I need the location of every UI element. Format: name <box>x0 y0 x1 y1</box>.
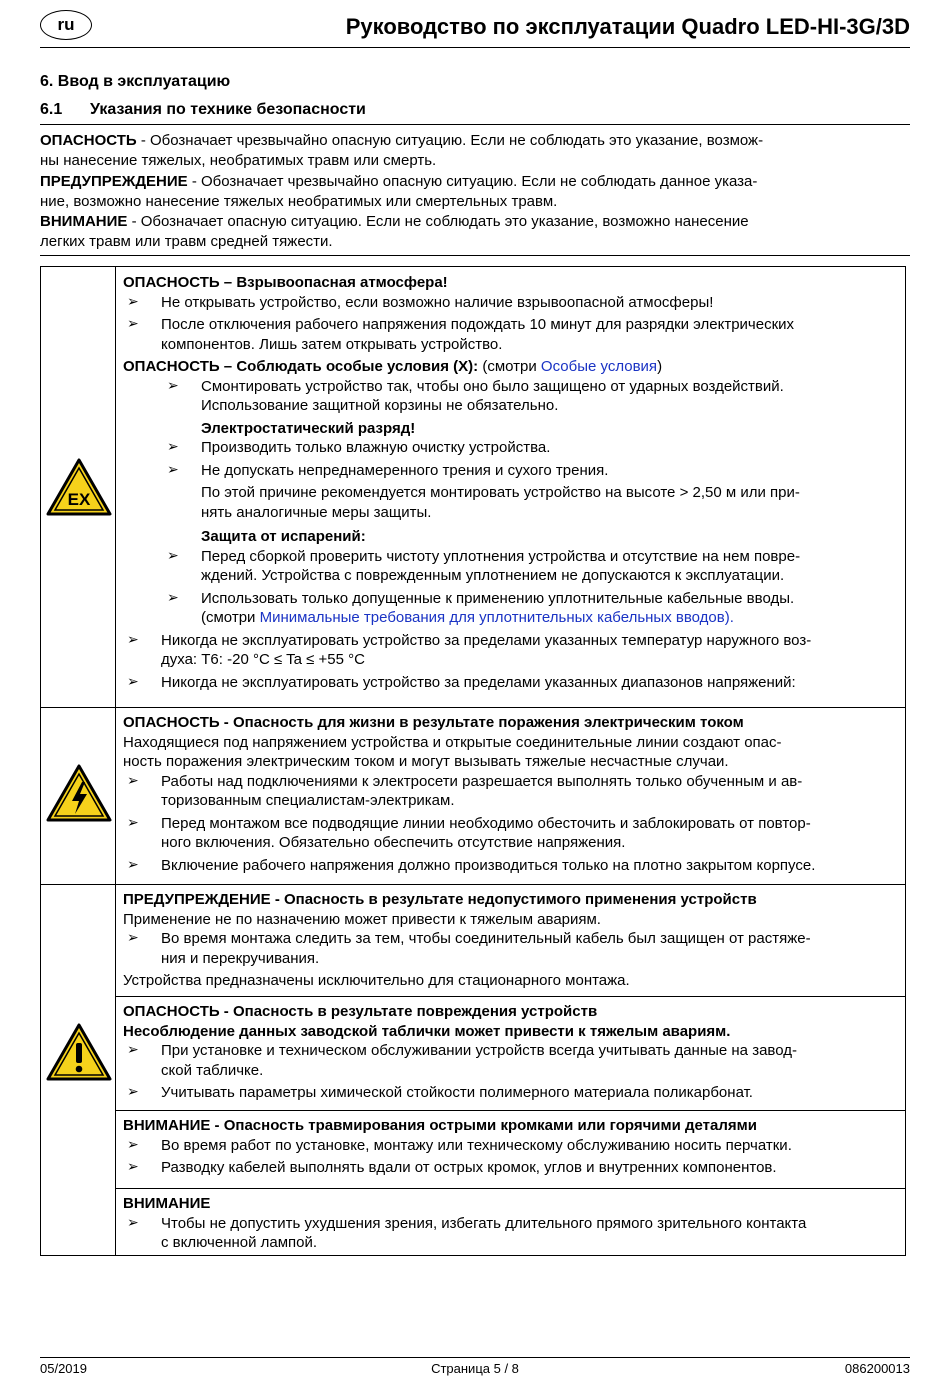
language-badge: ru <box>40 10 92 40</box>
list-item: ➢ Работы над подключениями к электросети разрешается выполнять только обученным и ав- торизованным специалистам-электрикам. <box>123 772 897 811</box>
hazard-heading: ОПАСНОСТЬ - Опасность для жизни в результате поражения электрическим током <box>123 714 744 731</box>
definition-keyword: ВНИМАНИЕ <box>40 213 128 231</box>
hazard-description: Применение не по назначению может привести к тяжелым авариям. <box>123 910 601 928</box>
list-item: ➢ Смонтировать устройство так, чтобы оно было защищено от ударных воздействий. Использование защитной корзины не обязательно. <box>123 377 897 416</box>
document-title: Руководство по эксплуатации Quadro LED-HI-3G/3D <box>345 14 910 39</box>
definitions-divider <box>40 255 910 256</box>
list-item: ➢ После отключения рабочего напряжения подождать 10 минут для разрядки электрических компонентов. Лишь затем открывать устройство. <box>123 315 897 354</box>
column-divider <box>115 267 116 707</box>
definition-text: ние, возможно нанесение тяжелых необратимых или смертельных травм. <box>40 192 558 210</box>
footer-date: 05/2019 <box>40 1361 87 1376</box>
hazard-subheading: Несоблюдение данных заводской таблички может привести к тяжелым авариям. <box>123 1022 731 1040</box>
hazard-heading: ОПАСНОСТЬ - Опасность в результате повреждения устройств <box>123 1003 598 1020</box>
footer-document-number: 086200013 <box>844 1361 910 1376</box>
list-item: ➢ Производить только влажную очистку устройства. <box>123 438 897 458</box>
hazard-row-explosion <box>41 267 905 708</box>
definition-keyword: ПРЕДУПРЕЖДЕНИЕ <box>40 172 188 190</box>
list-item: ➢ Во время работ по установке, монтажу или техническому обслуживанию носить перчатки. <box>123 1136 897 1156</box>
ex-warning-icon <box>45 457 113 517</box>
subsection-number: 6.1 <box>40 101 63 118</box>
definition-warning <box>40 172 910 192</box>
definition-danger <box>40 131 910 151</box>
list-item: ➢ Во время монтажа следить за тем, чтобы соединительный кабель был защищен от растяже- ния и перекручивания. <box>123 929 897 968</box>
hazard-text-sharp-edges <box>123 1116 897 1178</box>
footer-divider <box>40 1357 910 1358</box>
hazard-heading: ПРЕДУПРЕЖДЕНИЕ - Опасность в результате недопустимого применения устройств <box>123 891 757 908</box>
vapor-heading: Защита от испарений: <box>201 528 366 545</box>
hazard-row-electric <box>41 707 905 885</box>
list-item: ➢ Перед сборкой проверить чистоту уплотнения устройства и отсутствие на нем повре- ждений. Устройства с поврежденным уплотнением не допускаются к эксплуатации. <box>123 547 897 586</box>
hazard-heading: ВНИМАНИЕ - Опасность травмирования острыми кромками или горячими деталями <box>123 1117 757 1134</box>
signal-word-definitions <box>40 131 910 253</box>
high-voltage-icon <box>45 763 113 823</box>
hazard-text-electric <box>123 713 897 875</box>
list-note: По этой причине рекомендуется монтировать устройство на высоте > 2,50 м или при- нять аналогичные меры защиты. <box>201 484 800 521</box>
list-item: ➢ Чтобы не допустить ухудшения зрения, избегать длительного прямого зрительного контакта с включенной лампой. <box>123 1214 897 1253</box>
special-conditions-link[interactable]: Особые условия <box>540 358 658 375</box>
hazard-description: Находящиеся под напряжением устройства и открытые соединительные линии создают опас- ность поражения электрическим током и могут вызывать тяжелые несчастные случаи. <box>123 733 782 770</box>
hazard-group-general <box>41 884 905 1255</box>
hazard-heading-special: ОПАСНОСТЬ – Соблюдать особые условия (X): (смотри Особые условия) <box>123 358 663 375</box>
hazard-heading: ОПАСНОСТЬ – Взрывоопасная атмосфера! <box>123 274 448 291</box>
list-item: ➢ При установке и техническом обслуживании устройств всегда учитывать данные на завод- ской табличке. <box>123 1041 897 1080</box>
section-title: 6. Ввод в эксплуатацию <box>40 73 231 90</box>
list-item: ➢ Никогда не эксплуатировать устройство за пределами указанных диапазонов напряжений: <box>123 673 897 693</box>
list-item: ➢ Использовать только допущенные к применению уплотнительные кабельные вводы. (смотри Минимальные требования для уплотнительных кабельных вводов). <box>123 589 897 628</box>
hazard-table <box>40 266 906 1256</box>
column-divider <box>115 707 116 884</box>
esd-heading: Электростатический разряд! <box>201 419 416 437</box>
hazard-text-damage <box>123 1002 897 1103</box>
subsection-divider <box>40 124 910 125</box>
list-item: ➢ Не открывать устройство, если возможно наличие взрывоопасной атмосферы! <box>123 293 897 313</box>
hazard-text-eyesight <box>123 1194 897 1253</box>
definition-text: ны нанесение тяжелых, необратимых травм или смерть. <box>40 152 437 170</box>
list-item: ➢ Включение рабочего напряжения должно производиться только на плотно закрытом корпусе. <box>123 856 897 876</box>
definition-text: - Обозначает чрезвычайно опасную ситуацию. Если не соблюдать это указание, возмож- <box>136 132 764 149</box>
definition-text: - Обозначает опасную ситуацию. Если не соблюдать это указание, возможно нанесение <box>127 213 749 231</box>
hazard-description: Устройства предназначены исключительно для стационарного монтажа. <box>123 972 630 989</box>
definition-keyword: ОПАСНОСТЬ <box>40 132 137 149</box>
list-item: ➢ Перед монтажом все подводящие линии необходимо обесточить и заблокировать от повтор- ного включения. Обязательно обеспечить отсутствие напряжения. <box>123 814 897 853</box>
list-item: ➢ Разводку кабелей выполнять вдали от острых кромок, углов и внутренних компонентов. <box>123 1158 897 1178</box>
definition-text: легких травм или травм средней тяжести. <box>40 233 333 251</box>
hazard-text-explosion <box>123 273 897 692</box>
ex-icon-label: EX <box>67 490 91 509</box>
list-item: ➢ Никогда не эксплуатировать устройство за пределами указанных температур наружного воз- духа: T6: -20 °C ≤ Ta ≤ +55 °C <box>123 631 897 670</box>
definition-caution <box>40 212 910 232</box>
exclamation-warning-icon <box>45 1022 113 1082</box>
footer-page-number: Страница 5 / 8 <box>431 1361 519 1376</box>
definition-text: - Обозначает чрезвычайно опасную ситуацию. Если не соблюдать данное указа- <box>187 172 758 190</box>
subsection-title: Указания по технике безопасности <box>90 101 366 118</box>
list-item: ➢ Не допускать непреднамеренного трения и сухого трения. <box>123 461 897 481</box>
hazard-heading: ВНИМАНИЕ <box>123 1195 211 1212</box>
list-item: ➢ Учитывать параметры химической стойкости полимерного материала поликарбонат. <box>123 1083 897 1103</box>
header-divider <box>40 47 910 48</box>
hazard-text-misuse <box>123 890 897 991</box>
cable-glands-link[interactable]: Минимальные требования для уплотнительных кабельных вводов <box>259 609 725 626</box>
